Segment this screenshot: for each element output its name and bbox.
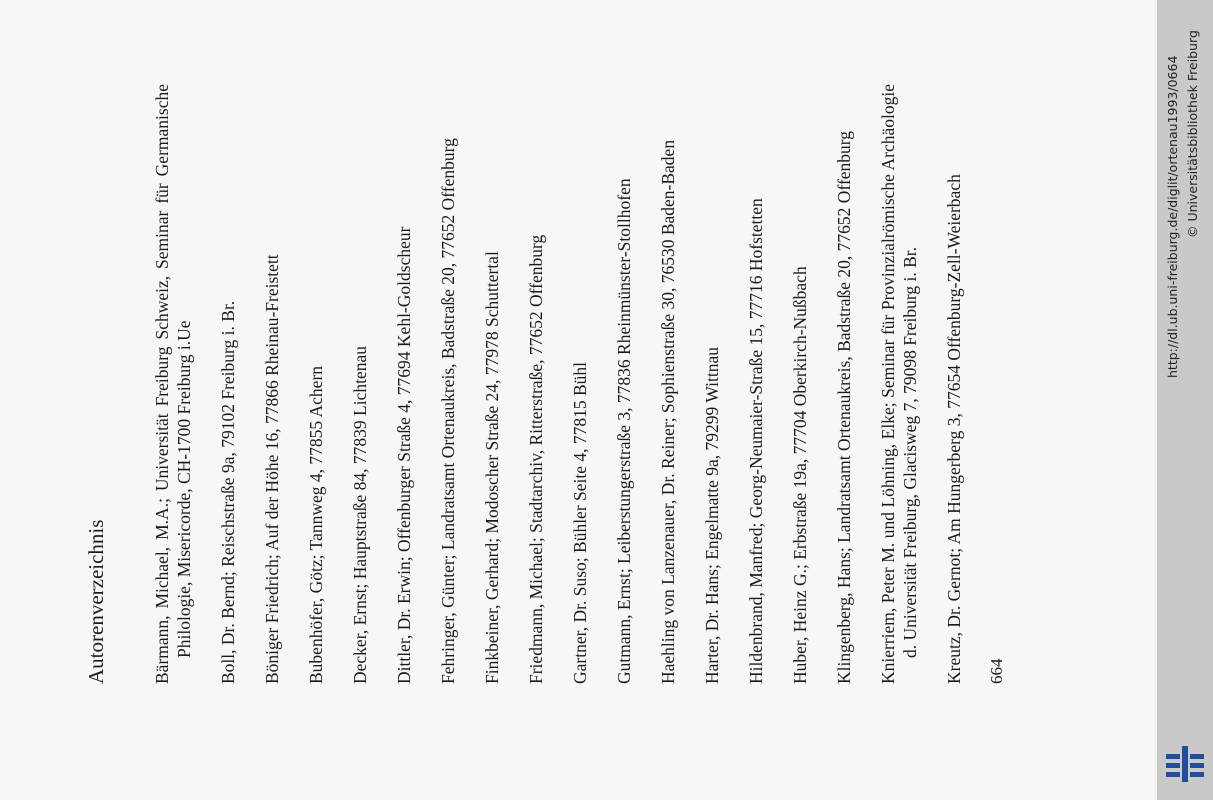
page-content bbox=[84, 84, 1007, 684]
author-entry: Dittler, Dr. Erwin; Offenburger Straße 4, 77694 Kehl-Goldscheur bbox=[394, 226, 415, 684]
page-heading: Autorenverzeichnis bbox=[84, 519, 108, 684]
author-entry: Huber, Heinz G.; Erbstraße 19a, 77704 Oberkirch-Nußbach bbox=[790, 266, 811, 684]
author-entry: Finkbeiner, Gerhard; Modoscher Straße 24, 77978 Schuttertal bbox=[482, 251, 503, 684]
library-sidebar bbox=[1157, 0, 1213, 800]
ub-freiburg-logo-icon bbox=[1166, 746, 1204, 782]
source-url-link[interactable]: http://dl.ub.uni-freiburg.de/diglit/ortenau1993/0664 bbox=[1165, 55, 1180, 378]
author-entry: Böniger Friedrich; Auf der Höhe 16, 77866 Rheinau-Freistett bbox=[262, 254, 283, 684]
author-entry: Decker, Ernst; Hauptstraße 84, 77839 Lichtenau bbox=[350, 345, 371, 684]
author-entry: Fehringer, Günter; Landratsamt Ortenaukreis, Badstraße 20, 77652 Offenburg bbox=[438, 138, 459, 684]
author-entry: Hildenbrand, Manfred; Georg-Neumaier-Straße 15, 77716 Hofstetten bbox=[746, 198, 767, 684]
page-number: 664 bbox=[987, 658, 1007, 684]
author-entry: Gutmann, Ernst; Leiberstungerstraße 3, 77836 Rheinmünster-Stollhofen bbox=[614, 178, 635, 684]
author-entry: Boll, Dr. Bernd; Reischstraße 9a, 79102 Freiburg i. Br. bbox=[218, 300, 239, 684]
author-entry: Bubenhöfer, Götz; Tannweg 4, 77855 Achern bbox=[306, 365, 327, 684]
author-entry: Klingenberg, Hans; Landratsamt Ortenaukreis, Badstraße 20, 77652 Offenburg bbox=[834, 130, 855, 684]
author-entry: Haehling von Lanzenauer, Dr. Reiner; Sophienstraße 30, 76530 Baden-Baden bbox=[658, 139, 679, 684]
author-entry: Knierriem, Peter M. und Löhning, Elke; Seminar für Provinzialrömische Archäologie d. Universität Freiburg, Glacisweg 7, 79098 Freiburg i. Br. bbox=[878, 84, 921, 684]
author-entry: Harter, Dr. Hans; Engelmatte 9a, 79299 Wittnau bbox=[702, 346, 723, 684]
author-entry: Kreutz, Dr. Gernot; Am Hungerberg 3, 77654 Offenburg-Zell-Weierbach bbox=[944, 174, 965, 684]
author-entry: Friedmann, Michael; Stadtarchiv, Ritterstraße, 77652 Offenburg bbox=[526, 234, 547, 684]
author-entry: Gartner, Dr. Suso; Bühler Seite 4, 77815 Bühl bbox=[570, 361, 591, 684]
copyright-notice: © Universitätsbibliothek Freiburg bbox=[1185, 30, 1200, 238]
author-list bbox=[151, 84, 965, 684]
author-entry: Bärmann, Michael, M.A.; Universität Freiburg Schweiz, Seminar für Germanische Philologie, Misericorde, CH-1700 Freiburg i.Ue bbox=[152, 84, 195, 684]
